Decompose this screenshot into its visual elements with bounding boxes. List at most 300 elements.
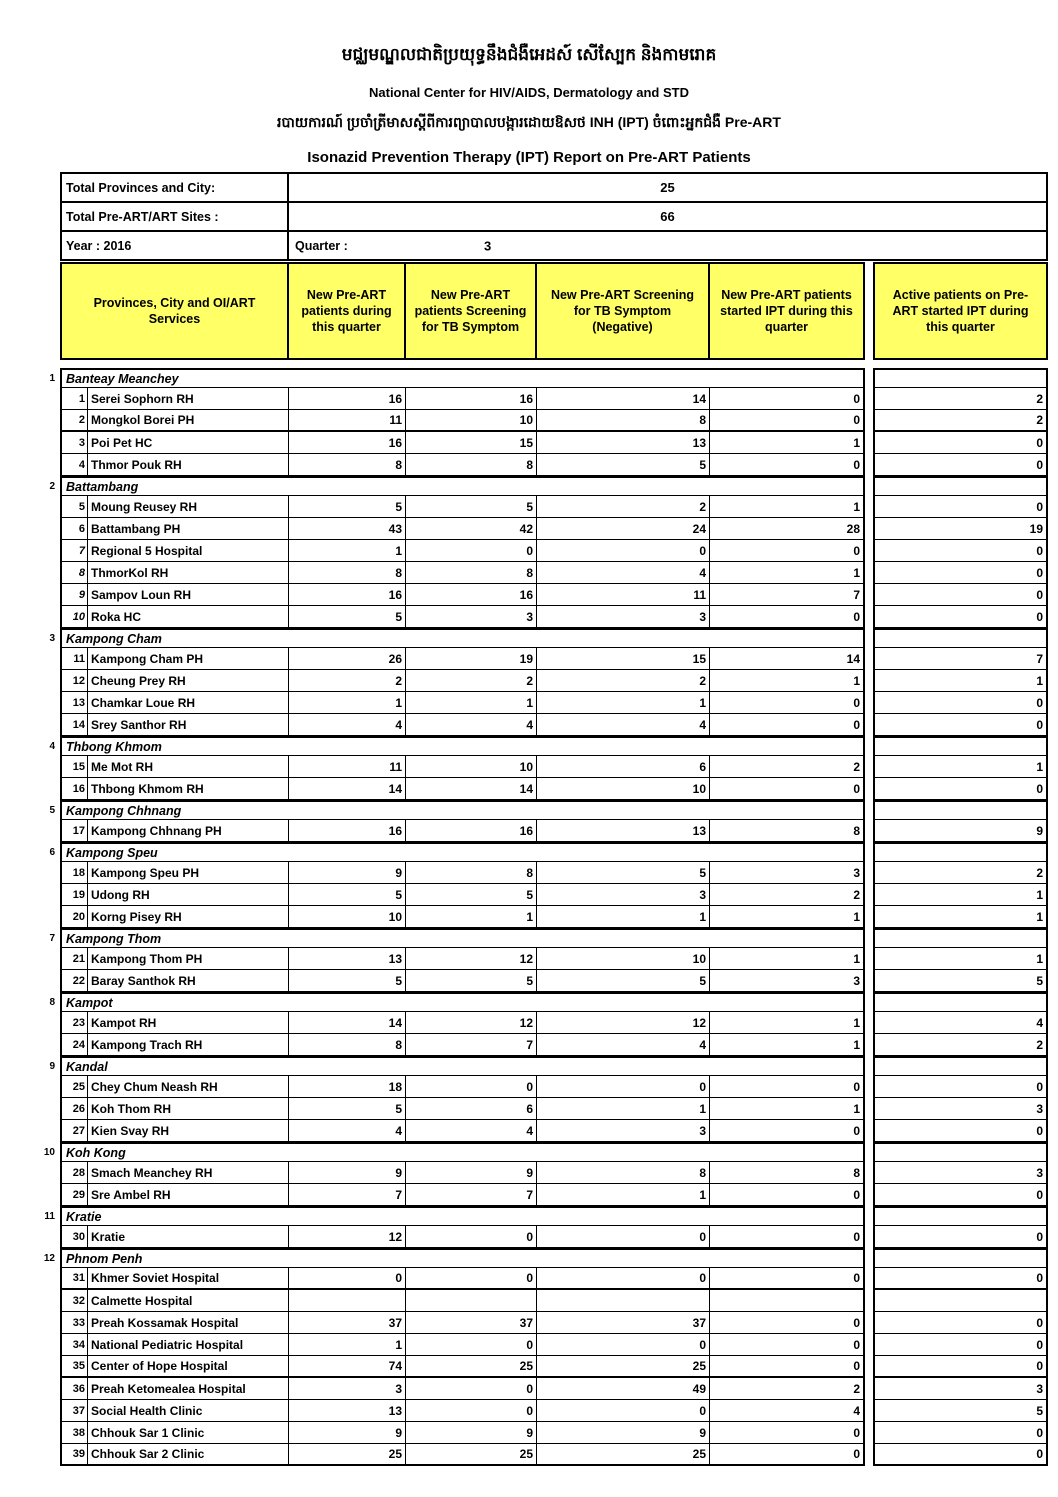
value-cell: 8: [406, 562, 537, 584]
value-cell: 12: [406, 948, 537, 970]
site-name: Srey Santhor RH: [88, 714, 289, 736]
site-row: [38, 1162, 1048, 1184]
site-number: 6: [60, 518, 88, 540]
value-cell: 3: [537, 884, 710, 906]
value-cell: 0: [537, 1268, 710, 1290]
row-gutter: [38, 540, 60, 562]
site-name: Social Health Clinic: [88, 1400, 289, 1422]
value-cell: 5: [537, 970, 710, 992]
column-gap: [865, 778, 873, 800]
value-cell: 0: [406, 1378, 537, 1400]
column-gap: [865, 1226, 873, 1248]
value-cell: 25: [537, 1356, 710, 1378]
quarter-label: Quarter :: [295, 238, 348, 253]
site-row: [38, 1356, 1048, 1378]
value-cell: 2: [710, 756, 865, 778]
value-cell: 16: [406, 388, 537, 410]
row-gutter: [38, 454, 60, 476]
row-gutter: [38, 496, 60, 518]
value-cell: 0: [710, 540, 865, 562]
site-name: Baray Santhok RH: [88, 970, 289, 992]
group-name: Phnom Penh: [60, 1248, 865, 1268]
site-number: 28: [60, 1162, 88, 1184]
value-cell: 1: [406, 692, 537, 714]
total-sites-value: 66: [660, 209, 675, 224]
value-cell: 0: [873, 540, 1048, 562]
site-number: 32: [60, 1290, 88, 1312]
site-number: 9: [60, 584, 88, 606]
value-cell: 13: [289, 948, 406, 970]
site-row: [38, 1012, 1048, 1034]
value-cell: 9: [289, 1162, 406, 1184]
value-cell: 10: [406, 756, 537, 778]
group-name: Kampong Thom: [60, 928, 865, 948]
value-cell: 0: [537, 1076, 710, 1098]
row-gutter: [38, 1098, 60, 1120]
column-gap: [865, 1206, 873, 1226]
value-cell: 0: [873, 1444, 1048, 1466]
value-cell: 2: [537, 670, 710, 692]
report-table-body: [38, 368, 1048, 1466]
column-gap: [865, 562, 873, 584]
value-cell: 0: [873, 1120, 1048, 1142]
group-name: Banteay Meanchey: [60, 368, 865, 388]
site-name: Kratie: [88, 1226, 289, 1248]
summary-row-sites: [62, 203, 1046, 232]
quarter-cell: [289, 232, 1046, 259]
site-name: Kampong Chhnang PH: [88, 820, 289, 842]
value-cell: 5: [873, 970, 1048, 992]
site-name: Serei Sophorn RH: [88, 388, 289, 410]
column-gap: [865, 1444, 873, 1466]
value-cell: 74: [289, 1356, 406, 1378]
row-gutter: [38, 670, 60, 692]
group-name: Kampong Speu: [60, 842, 865, 862]
value-cell: 1: [710, 1034, 865, 1056]
row-gutter: [38, 1356, 60, 1378]
site-row: [38, 692, 1048, 714]
site-name: Kampot RH: [88, 1012, 289, 1034]
group-empty-cell: [873, 800, 1048, 820]
value-cell: 12: [289, 1226, 406, 1248]
site-number: 15: [60, 756, 88, 778]
row-gutter: [38, 906, 60, 928]
value-cell: 14: [537, 388, 710, 410]
site-name: Chamkar Loue RH: [88, 692, 289, 714]
column-gap: [865, 1142, 873, 1162]
group-row: [38, 1248, 1048, 1268]
value-cell: 0: [406, 1226, 537, 1248]
column-gap: [865, 496, 873, 518]
value-cell: 9: [406, 1422, 537, 1444]
row-gutter: [38, 1444, 60, 1466]
site-name: Kien Svay RH: [88, 1120, 289, 1142]
value-cell: 3: [873, 1098, 1048, 1120]
value-cell: 3: [710, 862, 865, 884]
row-gutter: [38, 1422, 60, 1444]
site-number: 19: [60, 884, 88, 906]
site-name: Sre Ambel RH: [88, 1184, 289, 1206]
value-cell: 0: [406, 1400, 537, 1422]
group-row: [38, 1206, 1048, 1226]
column-gap: [865, 970, 873, 992]
site-name: Me Mot RH: [88, 756, 289, 778]
value-cell: 0: [710, 1184, 865, 1206]
site-row: [38, 862, 1048, 884]
site-name: ThmorKol RH: [88, 562, 289, 584]
value-cell: 1: [873, 948, 1048, 970]
value-cell: 0: [710, 778, 865, 800]
site-name: Battambang PH: [88, 518, 289, 540]
value-cell: 0: [873, 1422, 1048, 1444]
group-number: 11: [44, 1210, 55, 1222]
value-cell: 8: [710, 820, 865, 842]
value-cell: 0: [710, 388, 865, 410]
value-cell: 0: [873, 1356, 1048, 1378]
site-name: Koh Thom RH: [88, 1098, 289, 1120]
value-cell: 1: [873, 884, 1048, 906]
value-cell: 0: [710, 1120, 865, 1142]
column-gap: [865, 606, 873, 628]
site-row: [38, 562, 1048, 584]
site-row: [38, 1378, 1048, 1400]
value-cell: 13: [537, 820, 710, 842]
site-number: 23: [60, 1012, 88, 1034]
site-row: [38, 778, 1048, 800]
site-name: Poi Pet HC: [88, 432, 289, 454]
value-cell: 9: [289, 862, 406, 884]
value-cell: 16: [406, 820, 537, 842]
site-number: 17: [60, 820, 88, 842]
value-cell: 0: [537, 1334, 710, 1356]
value-cell: 1: [710, 1012, 865, 1034]
site-number: 38: [60, 1422, 88, 1444]
row-gutter: [38, 820, 60, 842]
site-name: Moung Reusey RH: [88, 496, 289, 518]
value-cell: 3: [873, 1378, 1048, 1400]
site-number: 34: [60, 1334, 88, 1356]
value-cell: 9: [406, 1162, 537, 1184]
site-row: [38, 1268, 1048, 1290]
value-cell: 16: [289, 388, 406, 410]
value-cell: 15: [406, 432, 537, 454]
value-cell: 0: [873, 1076, 1048, 1098]
total-sites-label: Total Pre-ART/ART Sites :: [62, 203, 289, 230]
site-row: [38, 1400, 1048, 1422]
site-name: Cheung Prey RH: [88, 670, 289, 692]
group-name: Thbong Khmom: [60, 736, 865, 756]
group-row: [38, 992, 1048, 1012]
row-gutter: [38, 1162, 60, 1184]
value-cell: 0: [406, 1076, 537, 1098]
column-gap: [865, 628, 873, 648]
site-row: [38, 584, 1048, 606]
value-cell: 0: [873, 432, 1048, 454]
value-cell: 0: [873, 454, 1048, 476]
value-cell: 0: [406, 1268, 537, 1290]
value-cell: 14: [710, 648, 865, 670]
value-cell: 3: [406, 606, 537, 628]
value-cell: 37: [289, 1312, 406, 1334]
value-cell: 4: [537, 562, 710, 584]
value-cell: 7: [710, 584, 865, 606]
site-row: [38, 1034, 1048, 1056]
khmer-subtitle: របាយការណ៍ ប្រចាំត្រីមាសស្តីពីការព្យាបាលបង្ការដោយឱសថ INH (IPT) ចំពោះអ្នកជំងឺ Pre-ART: [277, 114, 781, 130]
value-cell: 0: [710, 1334, 865, 1356]
value-cell: 1: [406, 906, 537, 928]
value-cell: 5: [289, 884, 406, 906]
value-cell: 7: [873, 648, 1048, 670]
column-gap: [865, 906, 873, 928]
group-empty-cell: [873, 842, 1048, 862]
row-gutter: [38, 692, 60, 714]
column-gap: [865, 736, 873, 756]
value-cell: 2: [710, 1378, 865, 1400]
value-cell: 8: [289, 562, 406, 584]
value-cell: 0: [873, 606, 1048, 628]
site-row: [38, 1422, 1048, 1444]
site-number: 25: [60, 1076, 88, 1098]
site-name: Korng Pisey RH: [88, 906, 289, 928]
group-row: [38, 1142, 1048, 1162]
value-cell: 0: [710, 606, 865, 628]
value-cell: 4: [406, 1120, 537, 1142]
value-cell: 16: [406, 584, 537, 606]
row-gutter: [38, 970, 60, 992]
column-gap: [865, 648, 873, 670]
group-number: 2: [49, 480, 55, 492]
value-cell: 0: [710, 692, 865, 714]
summary-row-provinces: [62, 174, 1046, 203]
value-cell: [406, 1290, 537, 1312]
year-label: Year : 2016: [62, 232, 289, 259]
group-number: 5: [49, 804, 55, 816]
site-name: Mongkol Borei PH: [88, 410, 289, 432]
group-row: [38, 1056, 1048, 1076]
site-row: [38, 670, 1048, 692]
row-gutter: [38, 562, 60, 584]
group-empty-cell: [873, 736, 1048, 756]
site-number: 13: [60, 692, 88, 714]
group-name: Kandal: [60, 1056, 865, 1076]
column-gap: [865, 862, 873, 884]
group-empty-cell: [873, 992, 1048, 1012]
site-row: [38, 1312, 1048, 1334]
column-gap: [865, 518, 873, 540]
value-cell: 49: [537, 1378, 710, 1400]
column-gap: [865, 692, 873, 714]
value-cell: 7: [289, 1184, 406, 1206]
value-cell: 5: [289, 1098, 406, 1120]
column-gap: [865, 1098, 873, 1120]
row-gutter: [38, 1076, 60, 1098]
column-gap: [865, 948, 873, 970]
group-number: 3: [49, 632, 55, 644]
site-row: [38, 1098, 1048, 1120]
total-provinces-value: 25: [660, 180, 675, 195]
group-name: Kampot: [60, 992, 865, 1012]
value-cell: [289, 1290, 406, 1312]
value-cell: 12: [406, 1012, 537, 1034]
value-cell: 28: [710, 518, 865, 540]
column-gap: [865, 454, 873, 476]
row-gutter: [38, 778, 60, 800]
value-cell: 11: [537, 584, 710, 606]
group-empty-cell: [873, 1248, 1048, 1268]
column-gap: [865, 410, 873, 432]
group-row: [38, 476, 1048, 496]
value-cell: 0: [710, 1422, 865, 1444]
value-cell: 1: [710, 948, 865, 970]
group-empty-cell: [873, 928, 1048, 948]
site-number: 5: [60, 496, 88, 518]
site-row: [38, 606, 1048, 628]
column-gap: [865, 928, 873, 948]
row-gutter: [38, 410, 60, 432]
value-cell: 19: [873, 518, 1048, 540]
column-gap: [865, 714, 873, 736]
value-cell: 10: [406, 410, 537, 432]
khmer-title: មជ្ឈមណ្ឌលជាតិប្រយុទ្ធនឹងជំងឺអេដស៍ សើស្បែក និងកាមរោគ: [341, 45, 717, 64]
group-empty-cell: [873, 368, 1048, 388]
value-cell: 1: [289, 540, 406, 562]
value-cell: 2: [406, 670, 537, 692]
site-number: 31: [60, 1268, 88, 1290]
group-empty-cell: [873, 1142, 1048, 1162]
value-cell: 10: [537, 778, 710, 800]
value-cell: 2: [537, 496, 710, 518]
value-cell: 5: [289, 970, 406, 992]
col-header-provinces: Provinces, City and OI/ART Services: [60, 262, 289, 360]
site-name: Chhouk Sar 1 Clinic: [88, 1422, 289, 1444]
value-cell: 4: [537, 1034, 710, 1056]
value-cell: 1: [710, 670, 865, 692]
summary-table: [60, 172, 1048, 261]
value-cell: 0: [710, 454, 865, 476]
value-cell: 1: [873, 670, 1048, 692]
site-number: 36: [60, 1378, 88, 1400]
value-cell: 4: [289, 714, 406, 736]
value-cell: 14: [289, 1012, 406, 1034]
value-cell: 25: [289, 1444, 406, 1466]
col-header-screening: New Pre-ART patients Screening for TB Symptom: [406, 262, 537, 360]
value-cell: 0: [710, 1226, 865, 1248]
value-cell: 1: [537, 1184, 710, 1206]
group-number: 9: [49, 1060, 55, 1072]
column-gap: [865, 1184, 873, 1206]
row-gutter: [38, 1312, 60, 1334]
value-cell: 1: [710, 1098, 865, 1120]
site-number: 35: [60, 1356, 88, 1378]
column-gap: [865, 1012, 873, 1034]
value-cell: 8: [710, 1162, 865, 1184]
value-cell: 2: [710, 884, 865, 906]
value-cell: 37: [406, 1312, 537, 1334]
site-name: Kampong Cham PH: [88, 648, 289, 670]
site-number: 39: [60, 1444, 88, 1466]
value-cell: 5: [406, 970, 537, 992]
value-cell: 0: [710, 1444, 865, 1466]
column-gap: [865, 1378, 873, 1400]
column-gap: [865, 1290, 873, 1312]
column-header-row: [60, 262, 1048, 360]
value-cell: 0: [873, 1312, 1048, 1334]
group-row: [38, 368, 1048, 388]
column-gap: [865, 584, 873, 606]
site-name: Sampov Loun RH: [88, 584, 289, 606]
value-cell: 5: [537, 862, 710, 884]
column-gap: [865, 432, 873, 454]
col-header-screening-negative: New Pre-ART Screening for TB Symptom (Negative): [537, 262, 710, 360]
value-cell: 8: [406, 454, 537, 476]
value-cell: 25: [406, 1444, 537, 1466]
site-row: [38, 648, 1048, 670]
value-cell: 7: [406, 1034, 537, 1056]
site-number: 27: [60, 1120, 88, 1142]
value-cell: 11: [289, 410, 406, 432]
site-number: 2: [60, 410, 88, 432]
group-empty-cell: [873, 628, 1048, 648]
row-gutter: [38, 1120, 60, 1142]
row-gutter: [38, 606, 60, 628]
title-block: [0, 0, 1058, 166]
row-gutter: [38, 714, 60, 736]
value-cell: 3: [289, 1378, 406, 1400]
site-row: [38, 1226, 1048, 1248]
value-cell: 0: [710, 1356, 865, 1378]
value-cell: 8: [537, 1162, 710, 1184]
column-gap: [865, 1248, 873, 1268]
value-cell: 4: [873, 1012, 1048, 1034]
value-cell: 24: [537, 518, 710, 540]
column-gap: [865, 1056, 873, 1076]
col-header-started-ipt: New Pre-ART patients started IPT during this quarter: [710, 262, 865, 360]
group-name: Battambang: [60, 476, 865, 496]
site-name: Thmor Pouk RH: [88, 454, 289, 476]
site-number: 26: [60, 1098, 88, 1120]
column-gap: [865, 756, 873, 778]
column-gap: [865, 1162, 873, 1184]
group-name: Koh Kong: [60, 1142, 865, 1162]
value-cell: 8: [289, 454, 406, 476]
value-cell: 3: [537, 1120, 710, 1142]
site-row: [38, 970, 1048, 992]
value-cell: 1: [537, 692, 710, 714]
site-row: [38, 884, 1048, 906]
value-cell: 0: [710, 410, 865, 432]
value-cell: 3: [710, 970, 865, 992]
value-cell: 9: [289, 1422, 406, 1444]
value-cell: 0: [873, 1226, 1048, 1248]
value-cell: 0: [710, 714, 865, 736]
column-gap: [865, 476, 873, 496]
site-row: [38, 1184, 1048, 1206]
value-cell: 26: [289, 648, 406, 670]
row-gutter: [38, 1226, 60, 1248]
site-row: [38, 714, 1048, 736]
site-name: Regional 5 Hospital: [88, 540, 289, 562]
row-gutter: [38, 584, 60, 606]
value-cell: 1: [873, 906, 1048, 928]
value-cell: 37: [537, 1312, 710, 1334]
col-header-new-patients: New Pre-ART patients during this quarter: [289, 262, 406, 360]
value-cell: 2: [873, 410, 1048, 432]
value-cell: 0: [873, 1184, 1048, 1206]
value-cell: 0: [406, 540, 537, 562]
site-row: [38, 820, 1048, 842]
value-cell: 2: [873, 388, 1048, 410]
group-row: [38, 842, 1048, 862]
